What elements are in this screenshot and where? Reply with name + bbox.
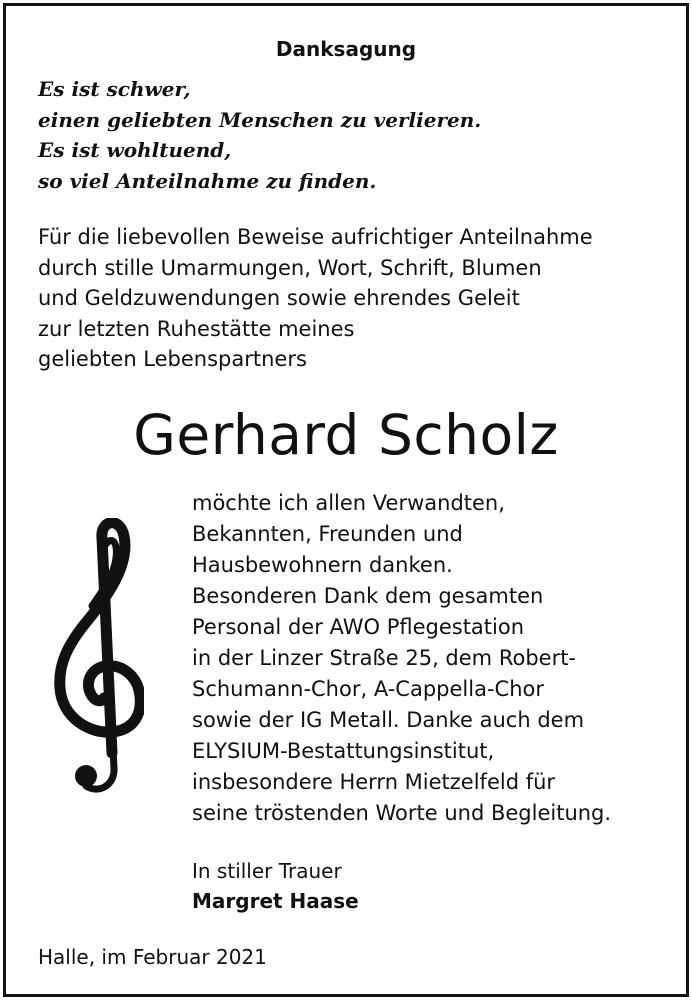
thanks-line: ELYSIUM-Bestattungsinstitut,: [192, 739, 495, 763]
intro-paragraph: [38, 222, 593, 375]
place-date: Halle, im Februar 2021: [38, 945, 267, 969]
deceased-name: Gerhard Scholz: [133, 403, 559, 467]
intro-line: geliebten Lebenspartners: [38, 347, 307, 371]
closing-phrase: In stiller Trauer: [192, 859, 342, 883]
intro-line: und Geldzuwendungen sowie ehrendes Geleit: [38, 286, 520, 310]
motto-line: so viel Anteilnahme zu finden.: [38, 168, 377, 193]
motto-line: Es ist wohltuend,: [38, 138, 232, 162]
notice-heading: Danksagung: [275, 37, 417, 61]
intro-line: zur letzten Ruhestätte meines: [38, 316, 355, 341]
closing-block: [192, 856, 359, 916]
intro-line: durch stille Umarmungen, Wort, Schrift, Blumen: [38, 255, 542, 280]
motto-line: einen geliebten Menschen zu verlieren.: [38, 107, 482, 132]
intro-line: Für die liebevollen Beweise aufrichtiger Anteilnahme: [38, 225, 593, 249]
motto-line: Es ist schwer,: [38, 77, 191, 101]
thanks-line: Bekannten, Freunden und: [192, 522, 463, 546]
motto-verse: [38, 74, 481, 196]
thanks-line: Hausbewohnern danken.: [192, 553, 453, 577]
thanks-line: möchte ich allen Verwandten,: [192, 491, 505, 515]
thanks-line: in der Linzer Straße 25, dem Robert-: [192, 646, 577, 670]
signer-name: Margret Haase: [192, 889, 359, 913]
treble-clef-icon: [54, 518, 144, 798]
thanks-line: Besonderen Dank dem gesamten: [192, 584, 544, 608]
thanks-line: insbesondere Herrn Mietzelfeld für: [192, 770, 556, 794]
thanks-line: sowie der IG Metall. Danke auch dem: [192, 708, 585, 732]
thanks-line: seine tröstenden Worte und Begleitung.: [192, 801, 612, 825]
thanks-line: Schumann-Chor, A-Cappella-Chor: [192, 677, 544, 701]
thanks-paragraph: [192, 488, 611, 829]
thanks-line: Personal der AWO Pflegestation: [192, 615, 525, 639]
